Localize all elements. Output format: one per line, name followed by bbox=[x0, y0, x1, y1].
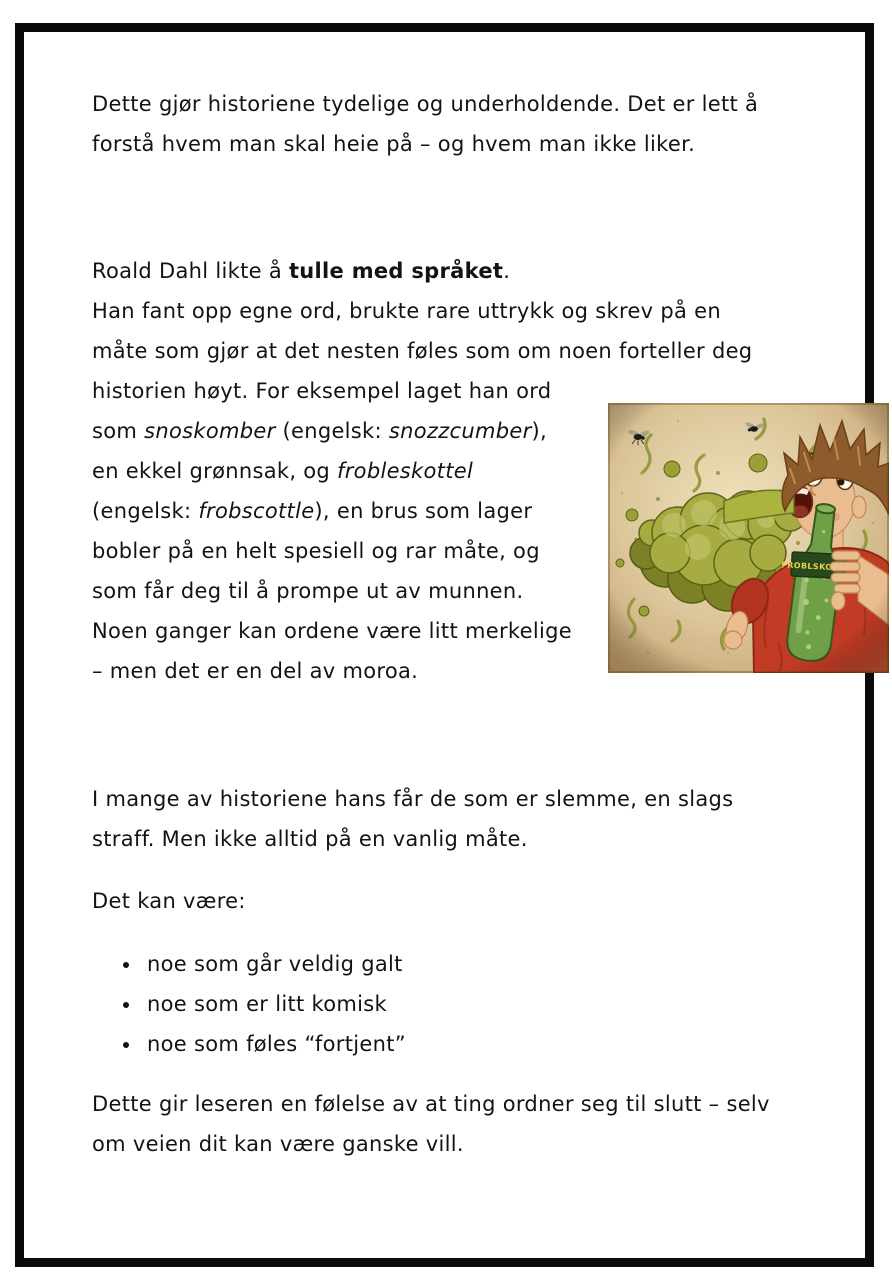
text-line: Noen ganger kan ordene være litt merkelige bbox=[92, 619, 572, 643]
text-line: måte som gjør at det nesten føles som om noen forteller deg bbox=[92, 339, 753, 363]
text-line: noe som går veldig galt bbox=[92, 944, 406, 984]
text-line: som får deg til å prompe ut av munnen. bbox=[92, 579, 524, 603]
text-line: I mange av historiene hans får de som er slemme, en slags bbox=[92, 787, 734, 811]
paragraph-intro bbox=[92, 84, 758, 164]
text-line: historien høyt. For eksempel laget han ord bbox=[92, 379, 552, 403]
vignette-overlay bbox=[608, 403, 889, 673]
text-line: noe som er litt komisk bbox=[92, 984, 406, 1024]
illustration-image bbox=[608, 403, 889, 673]
paragraph-closing bbox=[92, 1084, 770, 1164]
list-lead bbox=[92, 881, 246, 921]
text-line: en ekkel grønnsak, og frobleskottel bbox=[92, 459, 474, 483]
text-line: Det kan være: bbox=[92, 889, 246, 913]
text-line: straff. Men ikke alltid på en vanlig måte. bbox=[92, 827, 528, 851]
text-line: Han fant opp egne ord, brukte rare uttrykk og skrev på en bbox=[92, 299, 721, 323]
bullet-list bbox=[92, 944, 406, 1064]
text-line: som snoskomber (engelsk: snozzcumber), bbox=[92, 419, 547, 443]
text-line: om veien dit kan være ganske vill. bbox=[92, 1132, 464, 1156]
text-line: bobler på en helt spesiell og rar måte, og bbox=[92, 539, 540, 563]
text-line: noe som føles “fortjent” bbox=[92, 1024, 406, 1064]
roald-dahl-illustration bbox=[608, 403, 889, 673]
text-line: – men det er en del av moroa. bbox=[92, 659, 419, 683]
paragraph-punishment bbox=[92, 779, 733, 859]
text-line: Dette gjør historiene tydelige og underholdende. Det er lett å bbox=[92, 92, 759, 116]
text-line: Roald Dahl likte å tulle med språket. bbox=[92, 259, 511, 283]
text-line: Dette gir leseren en følelse av at ting ordner seg til slutt – selv bbox=[92, 1092, 770, 1116]
text-line: (engelsk: frobscottle), en brus som lager bbox=[92, 499, 533, 523]
text-line: forstå hvem man skal heie på – og hvem man ikke liker. bbox=[92, 132, 696, 156]
